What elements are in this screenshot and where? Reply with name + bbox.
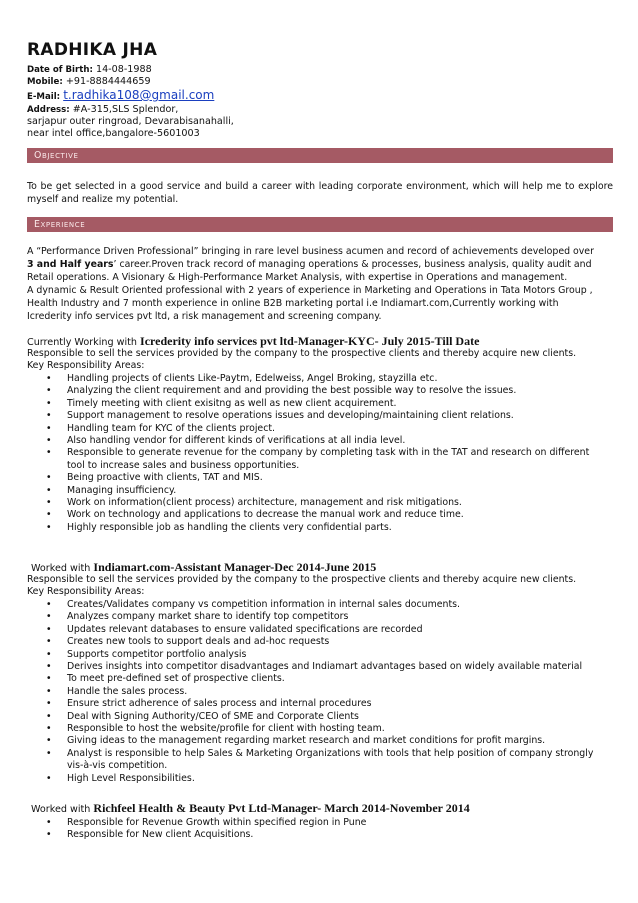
list-item: • Analyst is responsible to help Sales & Marketing Organizations with tools that help position of company strongly vis-à-vis competition. [27, 748, 613, 773]
list-item: • Derives insights into competitor disadvantages and Indiamart advantages based on widely available material [27, 661, 613, 673]
list-item: • Creates/Validates company vs competition information in internal sales documents. [27, 599, 613, 611]
list-item: • Responsible to host the website/profile for client with hosting team. [27, 723, 613, 735]
job-1-heading [27, 334, 479, 349]
dob-value: 14-08-1988 [95, 64, 152, 75]
list-item: • Analyzes company market share to identify top competitors [27, 611, 613, 623]
summary-line-rest: ’ career.Proven track record of managing operations & processes, business analysis, quality audit and [113, 259, 592, 270]
list-item: • Responsible for Revenue Growth within specified region in Pune [27, 817, 613, 829]
email-label: E-Mail: [27, 92, 61, 102]
experience-section-bar [27, 217, 613, 232]
list-item: • Giving ideas to the management regarding market research and market conditions for profit margins. [27, 735, 613, 747]
summary-line: Icrederity info services pvt ltd, a risk management and screening company. [27, 311, 382, 322]
job-1-responsibility: Responsible to sell the services provided by the company to the prospective clients and thereby acquire new clients. [27, 348, 577, 359]
list-item: • Handling projects of clients Like-Paytm, Edelweiss, Angel Broking, stayzilla etc. [27, 373, 613, 385]
job-2-prefix: Worked with [31, 563, 91, 574]
job-1-bullet-list [27, 373, 613, 534]
summary-line: Health Industry and 7 month experience in online B2B marketing portal i.e Indiamart.com,Currently working with [27, 298, 559, 309]
list-item: • Creates new tools to support deals and ad-hoc requests [27, 636, 613, 648]
list-item: • Being proactive with clients, TAT and MIS. [27, 472, 613, 484]
list-item: • Managing insufficiency. [27, 485, 613, 497]
list-item: • Work on information(client process) architecture, management and risk mitigations. [27, 497, 613, 509]
job-3-prefix: Worked with [31, 804, 91, 815]
job-2-bullet-list [27, 599, 613, 785]
job-2-heading [31, 560, 376, 575]
mobile-value: +91-8884444659 [65, 76, 151, 87]
list-item: • Responsible to generate revenue for the company by completing task with in the TAT and research on different tool to increase sales and business opportunities. [27, 447, 613, 472]
job-1-prefix: Currently Working with [27, 337, 137, 348]
list-item: • Timely meeting with client exisitng as well as new client acquirement. [27, 398, 613, 410]
job-3-bullet-list [27, 817, 613, 842]
list-item: • Handling team for KYC of the clients project. [27, 423, 613, 435]
list-item: • Highly responsible job as handling the clients very confidential parts. [27, 522, 613, 534]
summary-line: A dynamic & Result Oriented professional with 2 years of experience in Marketing and Operations in Tata Motors Group , [27, 285, 593, 296]
job-3-company: Richfeel Health & Beauty Pvt Ltd-Manager- March 2014-November 2014 [93, 801, 470, 815]
job-2-responsibility: Responsible to sell the services provided by the company to the prospective clients and thereby acquire new clients. [27, 574, 577, 585]
list-item: • Handle the sales process. [27, 686, 613, 698]
list-item: • Supports competitor portfolio analysis [27, 649, 613, 661]
dob-label: Date of Birth: [27, 65, 93, 75]
job-2-company: Indiamart.com-Assistant Manager-Dec 2014-June 2015 [93, 560, 377, 574]
email-link[interactable]: t.radhika108@gmail.com [63, 88, 215, 102]
list-item: • Updates relevant databases to ensure validated specifications are recorded [27, 624, 613, 636]
dob-line [27, 64, 152, 76]
objective-section-bar [27, 148, 613, 163]
summary-line: A “Performance Driven Professional” bringing in rare level business acumen and record of achievements developed over [27, 246, 594, 257]
job-1-kra-label: Key Responsibility Areas: [27, 360, 145, 371]
job-1-company: Icrederity info services pvt ltd-Manager-KYC- July 2015-Till Date [140, 334, 480, 348]
address-line-3: near intel office,bangalore-5601003 [27, 128, 200, 139]
list-item: • Work on technology and applications to decrease the manual work and reduce time. [27, 509, 613, 521]
list-item: • High Level Responsibilities. [27, 773, 613, 785]
summary-years: 3 and Half years [27, 259, 114, 270]
address-line-2: sarjapur outer ringroad, Devarabisanahalli, [27, 116, 234, 127]
list-item: • To meet pre-defined set of prospective clients. [27, 673, 613, 685]
list-item: • Also handling vendor for different kinds of verifications at all india level. [27, 435, 613, 447]
job-2-kra-label: Key Responsibility Areas: [27, 586, 145, 597]
address-label: Address: [27, 105, 70, 115]
email-line [27, 89, 214, 103]
list-item: • Analyzing the client requirement and and providing the best possible way to resolve the issues. [27, 385, 613, 397]
address-line-1 [27, 104, 178, 116]
mobile-label: Mobile: [27, 77, 63, 87]
summary-line: Retail operations. A Visionary & High-Performance Market Analysis, with expertise in Operations and management. [27, 272, 568, 283]
list-item: • Responsible for New client Acquisitions. [27, 829, 613, 841]
job-3-heading [31, 801, 470, 816]
experience-heading: Experience [34, 219, 86, 230]
address-value-1: #A-315,SLS Splendor, [72, 104, 179, 115]
list-item: • Support management to resolve operations issues and developing/maintaining client relations. [27, 410, 613, 422]
experience-summary [27, 245, 613, 323]
list-item: • Ensure strict adherence of sales process and internal procedures [27, 698, 613, 710]
objective-heading: Objective [34, 150, 79, 161]
summary-line [27, 258, 613, 271]
list-item: • Deal with Signing Authority/CEO of SME and Corporate Clients [27, 711, 613, 723]
objective-text: To be get selected in a good service and build a career with leading corporate environment, which will help me to explore myself and realize my potential. [27, 181, 613, 205]
mobile-line [27, 76, 151, 88]
candidate-name: RADHIKA JHA [27, 40, 158, 60]
